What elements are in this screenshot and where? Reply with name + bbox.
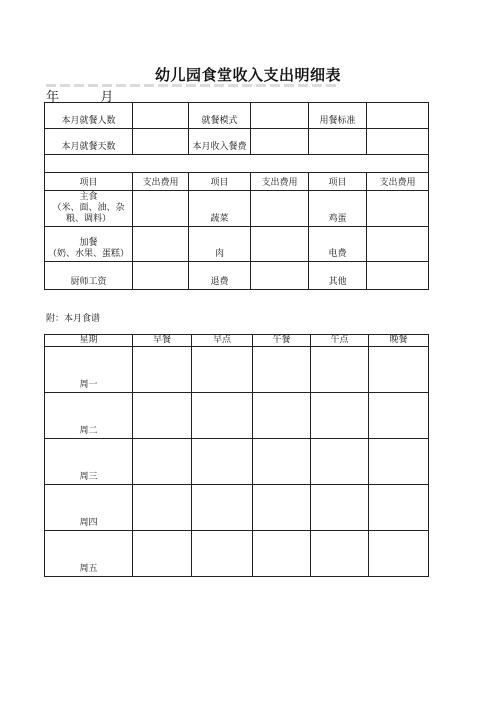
menu-cell[interactable]: [369, 439, 429, 485]
menu-cell[interactable]: [253, 531, 311, 577]
menu-cell[interactable]: [133, 485, 192, 531]
income-label: 本月收入餐费: [189, 129, 251, 155]
menu-header-weekday: 星期: [45, 335, 133, 347]
menu-cell[interactable]: [253, 347, 311, 393]
diners-label: 本月就餐人数: [45, 103, 133, 129]
expense-cost-cell[interactable]: [367, 191, 429, 227]
expense-item-eggs: 鸡蛋: [309, 191, 367, 227]
menu-cell[interactable]: [192, 485, 253, 531]
expense-cost-cell[interactable]: [367, 262, 429, 290]
menu-day-tuesday: 周二: [45, 393, 133, 439]
menu-cell[interactable]: [133, 347, 192, 393]
menu-day-monday: 周一: [45, 347, 133, 393]
days-value-cell[interactable]: [133, 129, 189, 155]
expense-cost-cell[interactable]: [133, 191, 189, 227]
menu-header-afternoon-snack: 午点: [311, 335, 369, 347]
diners-value-cell[interactable]: [133, 103, 189, 129]
menu-cell[interactable]: [253, 393, 311, 439]
expense-item-other: 其他: [309, 262, 367, 290]
expense-item-meat: 肉: [189, 227, 251, 262]
mode-label: 就餐模式: [189, 103, 251, 129]
expense-item-electricity: 电费: [309, 227, 367, 262]
expense-item-refund: 退费: [189, 262, 251, 290]
menu-cell[interactable]: [192, 531, 253, 577]
col-header-item: 项目: [189, 173, 251, 191]
menu-cell[interactable]: [192, 347, 253, 393]
income-value-cell[interactable]: [251, 129, 309, 155]
menu-note: 附：本月食谱: [46, 314, 101, 324]
col-header-cost: 支出费用: [251, 173, 309, 191]
menu-cell[interactable]: [133, 393, 192, 439]
menu-day-wednesday: 周三: [45, 439, 133, 485]
expense-cost-cell[interactable]: [133, 227, 189, 262]
page-title: 幼儿园食堂收入支出明细表: [154, 66, 341, 84]
col-header-cost: 支出费用: [133, 173, 189, 191]
expense-cost-cell[interactable]: [251, 262, 309, 290]
menu-header-breakfast: 早餐: [133, 335, 192, 347]
expense-cost-cell[interactable]: [133, 262, 189, 290]
menu-header-morning-snack: 早点: [192, 335, 253, 347]
weekly-menu-table: [44, 334, 429, 577]
standard-value-cell[interactable]: [367, 103, 429, 129]
menu-cell[interactable]: [369, 347, 429, 393]
expense-cost-cell[interactable]: [251, 227, 309, 262]
expense-cost-cell[interactable]: [251, 191, 309, 227]
year-month-label: 年 月: [46, 90, 114, 105]
expense-item-staple: 主食 （米、面、油、杂粮、调料）: [45, 191, 133, 227]
spacer-row: [45, 155, 429, 173]
menu-cell[interactable]: [192, 393, 253, 439]
col-header-item: 项目: [309, 173, 367, 191]
standard-label: 用餐标准: [309, 103, 367, 129]
expense-item-snack: 加餐 （奶、水果、蛋糕）: [45, 227, 133, 262]
menu-cell[interactable]: [369, 393, 429, 439]
menu-cell[interactable]: [369, 485, 429, 531]
menu-cell[interactable]: [369, 531, 429, 577]
menu-cell[interactable]: [133, 531, 192, 577]
income-expense-table: [44, 102, 429, 290]
days-label: 本月就餐天数: [45, 129, 133, 155]
menu-cell[interactable]: [311, 393, 369, 439]
menu-cell[interactable]: [192, 439, 253, 485]
expense-item-chef-salary: 厨师工资: [45, 262, 133, 290]
menu-day-thursday: 周四: [45, 485, 133, 531]
menu-cell[interactable]: [311, 485, 369, 531]
blank-cell[interactable]: [309, 129, 367, 155]
menu-cell[interactable]: [253, 485, 311, 531]
menu-day-friday: 周五: [45, 531, 133, 577]
menu-cell[interactable]: [311, 439, 369, 485]
menu-cell[interactable]: [311, 531, 369, 577]
mode-value-cell[interactable]: [251, 103, 309, 129]
menu-cell[interactable]: [253, 439, 311, 485]
menu-cell[interactable]: [133, 439, 192, 485]
expense-cost-cell[interactable]: [367, 227, 429, 262]
menu-header-lunch: 午餐: [253, 335, 311, 347]
menu-header-dinner: 晚餐: [369, 335, 429, 347]
menu-cell[interactable]: [311, 347, 369, 393]
col-header-cost: 支出费用: [367, 173, 429, 191]
blank-cell[interactable]: [367, 129, 429, 155]
col-header-item: 项目: [45, 173, 133, 191]
expense-item-vegetables: 蔬菜: [189, 191, 251, 227]
